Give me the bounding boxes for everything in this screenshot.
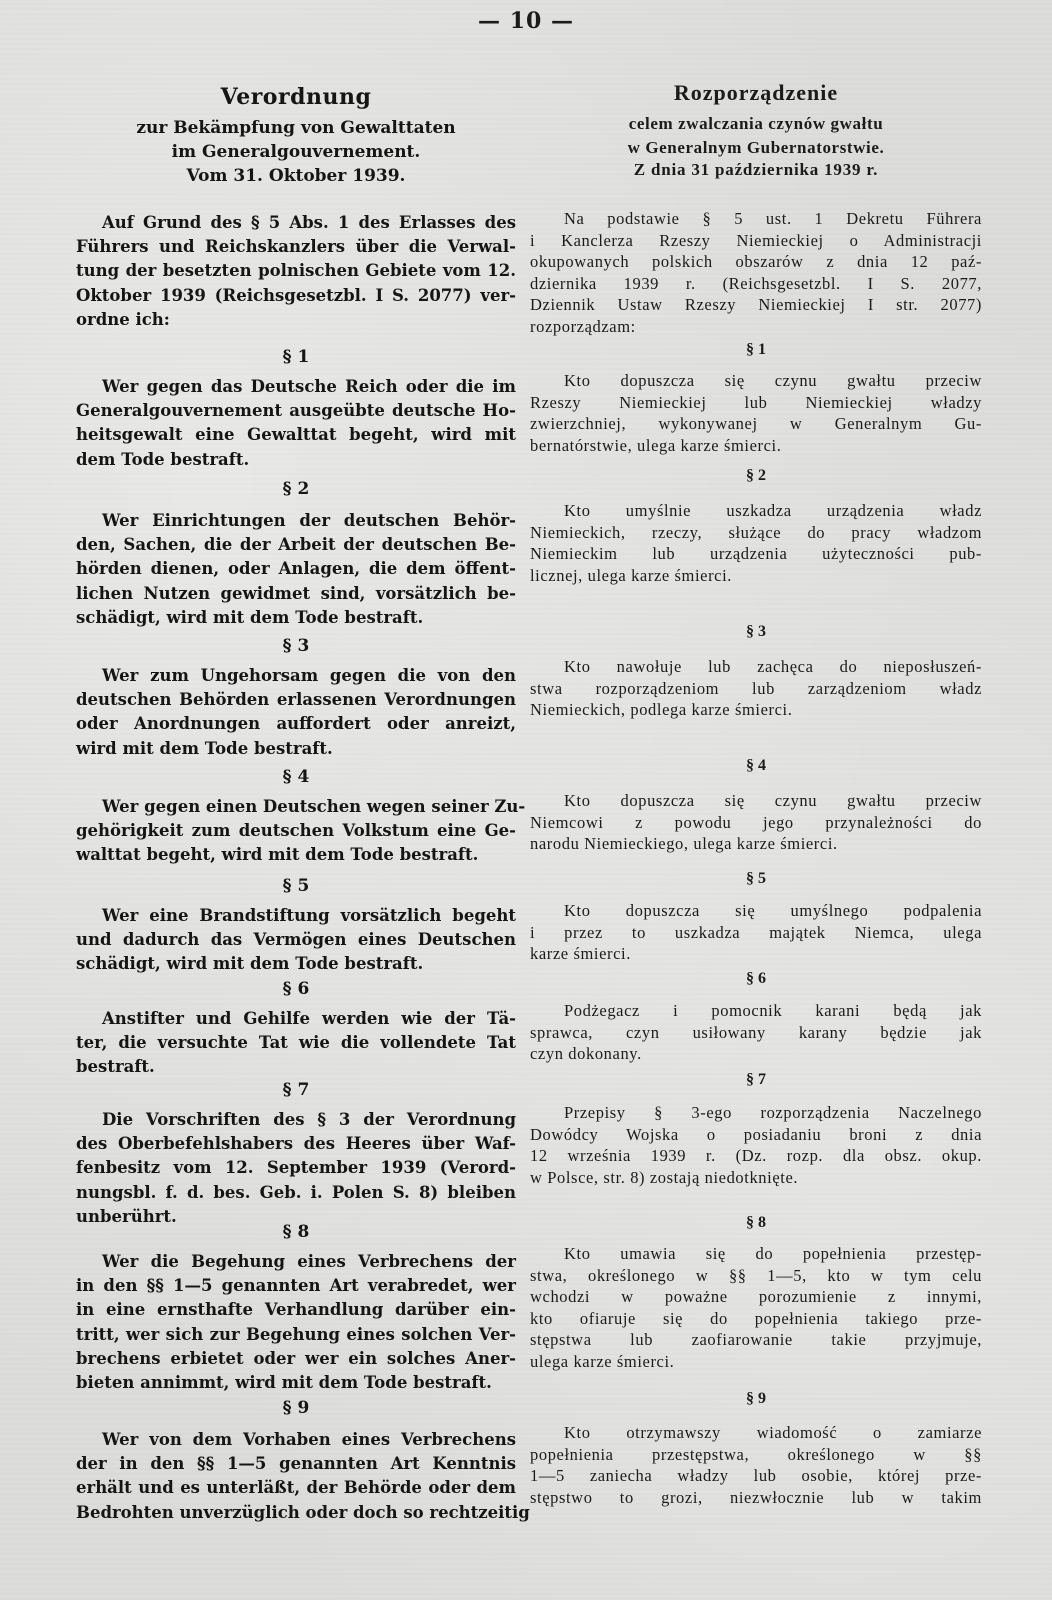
german-section-body: Wer eine Brandstiftung vorsätzlich begeht und dadurch das Vermögen eines Deutschen schädigt, wird mit dem Tode bestraft. [76, 906, 516, 974]
polish-section-heading: § 3 [746, 623, 766, 640]
german-section-body: Die Vorschriften des § 3 der Verordnung des Oberbefehlshabers des Heeres über Waf- fenbesitz vom 12. September 1939 (Verord- nungsbl. f. d. bes. Geb. i. Polen S. 8) bleiben unberührt. [76, 1110, 516, 1226]
polish-date: Z dnia 31 października 1939 r. [633, 160, 879, 179]
polish-section-body: Kto otrzymawszy wiadomość o zamiarze popełnienia przestępstwa, określonego w §§ 1—5 zaniecha władzy lub osobie, której prze- stępstwo to grozi, niezwłocznie lub w takim [530, 1423, 982, 1507]
german-section-heading: § 2 [282, 479, 310, 499]
german-subtitle-line: zur Bekämpfung von Gewalttaten [136, 118, 456, 138]
german-section-heading: § 5 [282, 876, 310, 896]
page-number: — 10 — [478, 8, 574, 34]
german-date: Vom 31. Oktober 1939. [186, 166, 406, 186]
polish-header [530, 80, 982, 180]
polish-section-heading: § 1 [746, 341, 766, 358]
polish-section-heading: § 5 [746, 870, 766, 887]
german-section-heading: § 8 [282, 1222, 310, 1242]
german-header [76, 84, 516, 188]
german-section-heading: § 1 [282, 347, 310, 367]
polish-section-heading: § 6 [746, 970, 766, 987]
polish-section-heading: § 9 [746, 1390, 766, 1407]
german-title: Verordnung [220, 84, 372, 110]
polish-section-heading: § 8 [746, 1214, 766, 1231]
polish-section-body: Przepisy § 3-ego rozporządzenia Naczelnego Dowódcy Wojska o posiadaniu broni z dnia 12 września 1939 r. (Dz. rozp. dla obsz. okup. w Polsce, str. 8) zostają niedotknięte. [530, 1103, 982, 1187]
german-section-body: Wer zum Ungehorsam gegen die von den deutschen Behörden erlassenen Verordnungen oder Anordnungen auffordert oder anreizt, wird mit dem Tode bestraft. [76, 666, 516, 758]
polish-section-heading: § 2 [746, 467, 766, 484]
polish-section-body: Kto dopuszcza się czynu gwałtu przeciw Rzeszy Niemieckiej lub Niemieckiej władzy zwierzchniej, wykonywanej w Generalnym Gu- bernatórstwie, ulega karze śmierci. [530, 371, 982, 455]
polish-title: Rozporządzenie [673, 80, 839, 105]
polish-section-heading: § 7 [746, 1071, 766, 1088]
german-section-body: Wer Einrichtungen der deutschen Behör- den, Sachen, die der Arbeit der deutschen Be- hörden dienen, oder Anlagen, die dem öffent- lichen Nutzen gewidmet sind, vorsätzlich be- schädigt, wird mit dem Tode bestraft. [76, 511, 516, 627]
polish-subtitle-line: w Generalnym Gubernatorstwie. [627, 138, 885, 157]
polish-section-body: Kto umawia się do popełnienia przestęp- stwa, określonego w §§ 1—5, kto w tym celu wchodzi w poważne porozumienie z innymi, kto ofiaruje się do popełnienia takiego prze- stępstwa lub zaofiarowanie takie przyjmuje, ulega karze śmierci. [530, 1244, 982, 1371]
german-section-heading: § 6 [282, 979, 310, 999]
german-section-body: Wer die Begehung eines Verbrechens der in den §§ 1—5 genannten Art verabredet, wer in eine ernsthafte Verhandlung darüber ein- tritt, wer sich zur Begehung eines solchen Ver- brechens erbietet oder wer ein solches Aner- bieten annimmt, wird mit dem Tode bestraft. [76, 1252, 516, 1393]
german-section-heading: § 3 [282, 636, 310, 656]
german-section-heading: § 7 [282, 1080, 310, 1100]
german-section-body: Wer von dem Vorhaben eines Verbrechens der in den §§ 1—5 genannten Art Kenntnis erhält und es unterläßt, der Behörde oder dem Bedrohten unverzüglich oder doch so rechtzeitig [76, 1430, 530, 1522]
polish-preamble: Na podstawie § 5 ust. 1 Dekretu Führera i Kanclerza Rzeszy Niemieckiej o Administracji okupowanych polskich obszarów z dnia 12 paź- dziernika 1939 r. (Reichsgesetzbl. I S. 2077, Dziennik Ustaw Rzeszy Niemieckiej I str. 2077) rozporządzam: [530, 209, 982, 336]
german-section-heading: § 9 [282, 1398, 310, 1418]
polish-section-body: Podżegacz i pomocnik karani będą jak sprawca, czyn usiłowany karany będzie jak czyn dokonany. [530, 1001, 982, 1063]
polish-section-body: Kto dopuszcza się czynu gwałtu przeciw Niemcowi z powodu jego przynależności do narodu Niemieckiego, ulega karze śmierci. [530, 791, 982, 853]
german-section-body: Anstifter und Gehilfe werden wie der Tä- ter, die versuchte Tat wie die vollendete Tat bestraft. [76, 1009, 516, 1077]
polish-section-heading: § 4 [746, 757, 766, 774]
polish-section-body: Kto nawołuje lub zachęca do nieposłuszeń- stwa rozporządzeniom lub zarządzeniom władz Niemieckich, podlega karze śmierci. [530, 657, 982, 719]
german-preamble: Auf Grund des § 5 Abs. 1 des Erlasses des Führers und Reichskanzlers über die Verwal- tung der besetzten polnischen Gebiete vom 12. Oktober 1939 (Reichsgesetzbl. I S. 2077) ver- ordne ich: [76, 213, 516, 329]
german-subtitle-line: im Generalgouvernement. [171, 142, 421, 162]
polish-section-body: Kto dopuszcza się umyślnego podpalenia i przez to uszkadza majątek Niemca, ulega karze śmierci. [530, 901, 982, 963]
german-section-body: Wer gegen das Deutsche Reich oder die im Generalgouvernement ausgeübte deutsche Ho- heitsgewalt eine Gewalttat begeht, wird mit dem Tode bestraft. [76, 377, 516, 469]
german-section-body: Wer gegen einen Deutschen wegen seiner Zu- gehörigkeit zum deutschen Volkstum eine Ge- walttat begeht, wird mit dem Tode bestraft. [76, 797, 526, 865]
german-section-heading: § 4 [282, 767, 310, 787]
polish-subtitle-line: celem zwalczania czynów gwałtu [628, 114, 884, 133]
polish-section-body: Kto umyślnie uszkadza urządzenia władz Niemieckich, rzeczy, służące do pracy władzom Niemieckim lub urządzenia użyteczności pub- licznej, ulega karze śmierci. [530, 501, 982, 585]
